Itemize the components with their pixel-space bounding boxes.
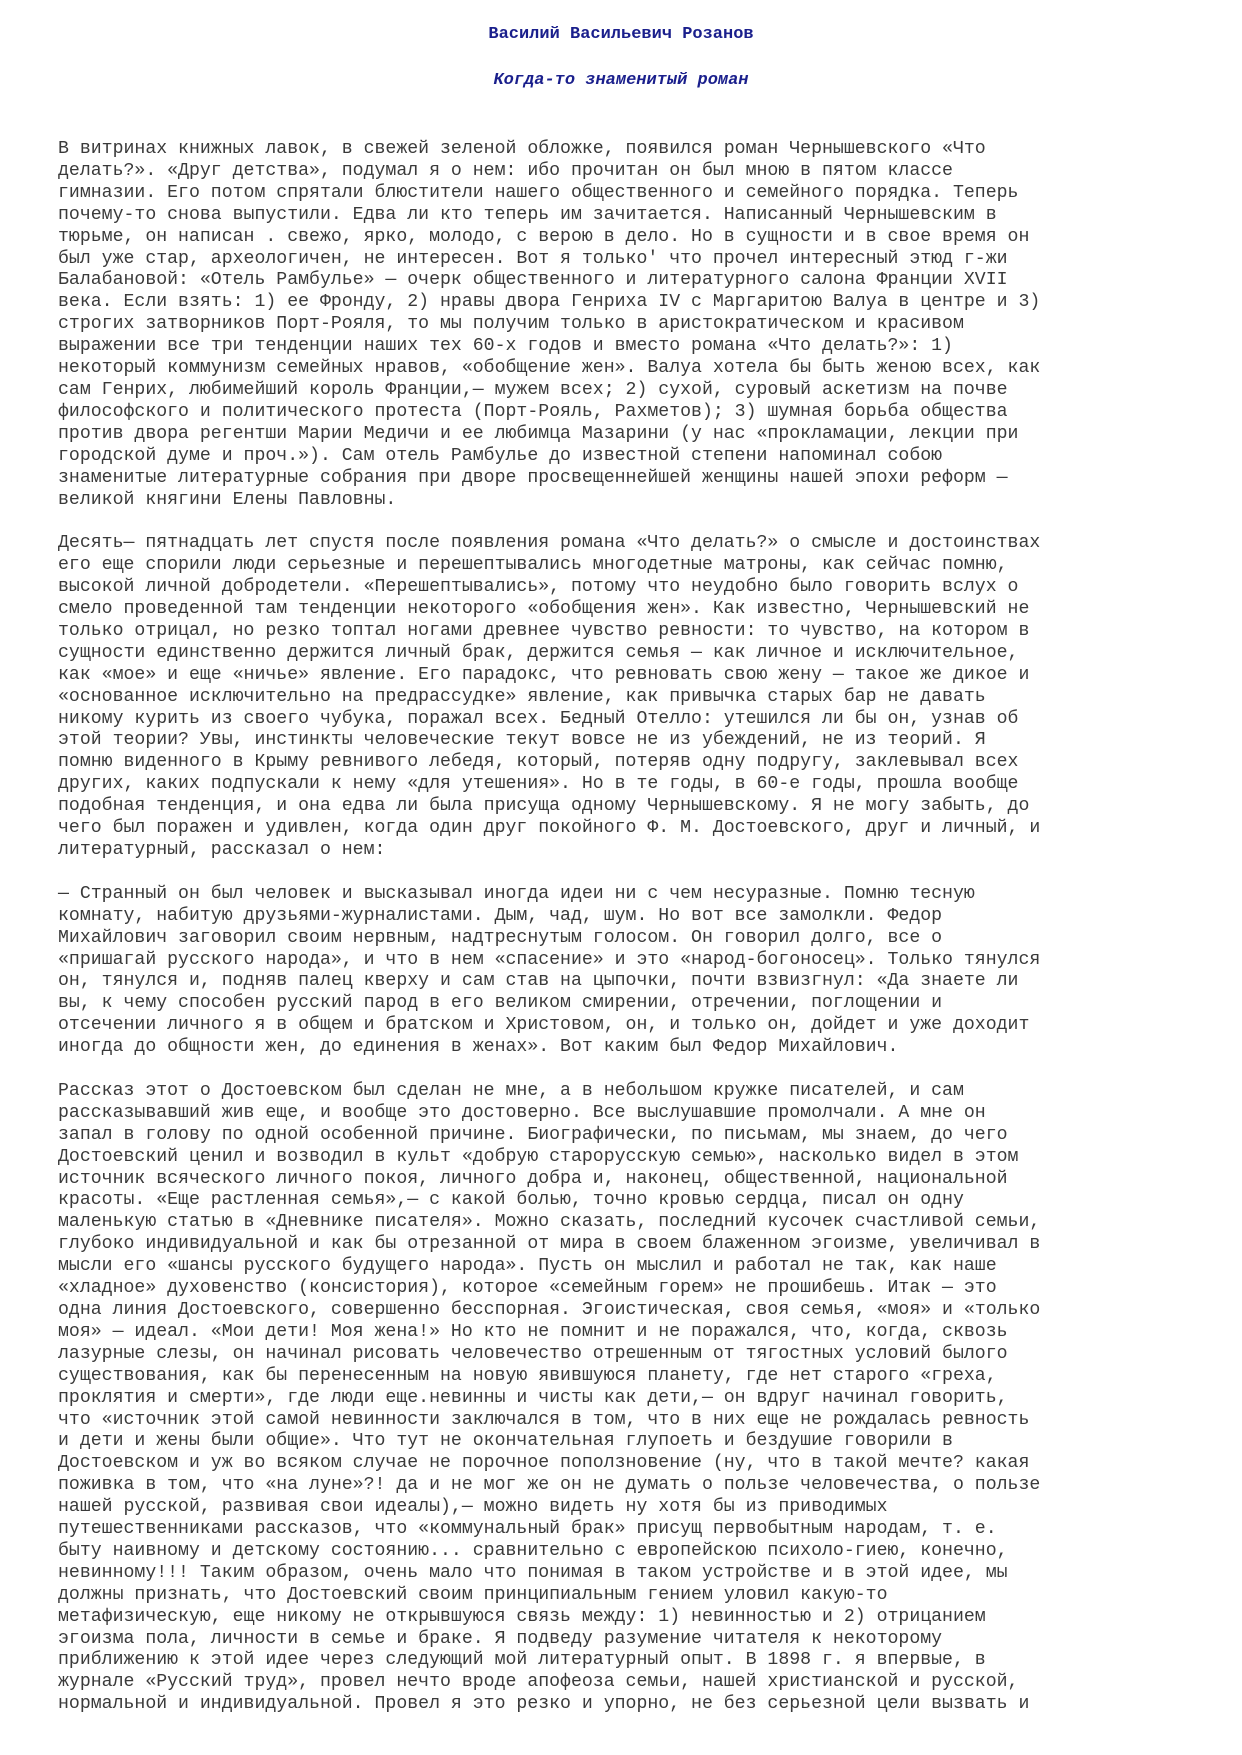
text-line: проклятия и смерти», где люди еще.невинны и чисты как дети,— он вдруг начинал говорить,	[58, 1387, 1008, 1408]
text-line: источник всяческого личного покоя, личного добра и, наконец, общественной, национальной	[58, 1168, 1008, 1189]
text-line: отсечении личного я в общем и братском и Христовом, он, и только он, дойдет и уже доходит	[58, 1015, 1030, 1036]
author-name: Василий Васильевич Розанов	[488, 25, 754, 44]
text-line: городской думе и проч.»). Сам отель Рамбулье до известной степени напоминал собою	[58, 445, 943, 466]
text-line: вы, к чему способен русский парод в его великом смирении, отречении, поглощении и	[58, 993, 943, 1014]
text-line: приближению к этой идее через следующий мой литературный опыт. В 1898 г. я впервые, в	[58, 1650, 986, 1671]
text-line: «основанное исключительно на предрассудке» явление, как привычка старых бар не давать	[58, 686, 986, 707]
text-line: века. Если взять: 1) ее Фронду, 2) нравы двора Генриха IV с Маргаритою Валуа в центре и 3)	[58, 292, 1041, 313]
text-line: нашей русской, развивая свои идеалы),— можно видеть ну хотя бы из приводимых	[58, 1497, 888, 1518]
text-line: одна линия Достоевского, совершенно бесспорная. Эгоистическая, своя семья, «моя» и «только	[58, 1299, 1041, 1320]
text-line: литературный, рассказал о нем:	[58, 839, 386, 860]
text-line: Балабановой: «Отель Рамбулье» — очерк общественного и литературного салона Франции XVII	[58, 270, 1008, 291]
paragraph	[58, 139, 1198, 511]
text-line: и дети и жены были общие». Что тут не окончательная глупоеть и бездушие говорили в	[58, 1431, 953, 1452]
text-line: сущности единственно держится личный брак, держится семья — как личное и исключительное,	[58, 642, 1019, 663]
text-line: некоторый коммунизм семейных нравов, «обобщение жен». Валуа хотела бы быть женою всех, как	[58, 358, 1041, 379]
text-line: Достоевский ценил и возводил в культ «добрую старорусскую семью», насколько видел в этом	[58, 1146, 1019, 1167]
text-line: поживка в том, что «на луне»?! да и не мог же он не думать о пользе человечества, о пользе	[58, 1475, 1041, 1496]
text-line: быту наивному и детскому состоянию... сравнительно с европейскою психоло-гиею, конечно,	[58, 1540, 1008, 1561]
text-line: существования, как бы перенесенным на новую явившуюся планету, где нет старого «греха,	[58, 1365, 997, 1386]
text-body	[58, 139, 1198, 1738]
text-line: мысли его «шансы русского будущего народа». Пусть он мыслил и работал не так, как наше	[58, 1256, 997, 1277]
text-line: журнале «Русский труд», провел нечто вроде апофеоза семьи, нашей христианской и русской,	[58, 1672, 1019, 1693]
text-line: «хладное» духовенство (консистория), которое «семейным горем» не прошибешь. Итак — это	[58, 1278, 997, 1299]
paragraph	[58, 1081, 1198, 1716]
text-line: Достоевском и уж во всяком случае не порочное поползновение (ну, что в такой мечте? какая	[58, 1453, 1030, 1474]
text-line: высокой личной добродетели. «Перешептывались», потому что неудобно было говорить вслух о	[58, 577, 1019, 598]
text-line: других, каких подпускали к нему «для утешения». Но в те годы, в 60-е годы, прошла вообще	[58, 774, 1019, 795]
text-line: иногда до общности жен, до единения в женах». Вот каким был Федор Михайлович.	[58, 1037, 899, 1058]
text-line: Михайлович заговорил своим нервным, надтреснутым голосом. Он говорил долго, все о	[58, 927, 943, 948]
document-title: Когда-то знаменитый роман	[493, 71, 749, 90]
text-line: «пришагай русского народа», и что в нем «спасение» и это «народ-богоносец». Только тянулся	[58, 949, 1041, 970]
text-line: великой княгини Елены Павловны.	[58, 489, 397, 510]
paragraph	[58, 533, 1198, 862]
text-line: комнату, набитую друзьями-журналистами. Дым, чад, шум. Но вот все замолкли. Федор	[58, 905, 943, 926]
text-line: чего был поражен и удивлен, когда один друг покойного Ф. М. Достоевского, друг и личный, и	[58, 818, 1041, 839]
text-line: красоты. «Еще растленная семья»,— с какой болью, точно кровью сердца, писал он одну	[58, 1190, 964, 1211]
text-line: подобная тенденция, и она едва ли была присуща одному Чернышевскому. Я не могу забыть, до	[58, 796, 1030, 817]
text-line: лазурные слезы, он начинал рисовать человечество отрешенным от тягостных условий былого	[58, 1343, 1008, 1364]
text-line: запал в голову по одной особенной причине. Биографически, по письмам, мы знаем, до чего	[58, 1124, 1008, 1145]
text-line: метафизическую, еще никому не открывшуюся связь между: 1) невинностью и 2) отрицанием	[58, 1606, 986, 1627]
text-line: глубоко индивидуальной и как бы отрезанной от мира в своем блаженном эгоизме, увеличивал в	[58, 1234, 1041, 1255]
text-line: должны признать, что Достоевский своим принципиальным гением уловил какую-то	[58, 1584, 888, 1605]
text-line: против двора регентши Марии Медичи и ее любимца Мазарини (у нас «прокламации, лекции при	[58, 423, 1019, 444]
text-line: рассказывавший жив еще, и вообще это достоверно. Все выслушавшие промолчали. А мне он	[58, 1102, 986, 1123]
text-line: строгих затворников Порт-Рояля, то мы получим только в аристократическом и красивом	[58, 314, 964, 335]
text-line: смело проведенной там тенденции некоторого «обобщения жен». Как известно, Чернышевский не	[58, 599, 1030, 620]
text-line: нормальной и индивидуальной. Провел я это резко и упорно, не без серьезной цели вызвать и	[58, 1694, 1030, 1715]
text-line: что «источник этой самой невинности заключался в том, что в них еще не рождалась ревность	[58, 1409, 1030, 1430]
text-line: никому курить из своего чубука, поражал всех. Бедный Отелло: утешился ли бы он, узнав об	[58, 708, 1019, 729]
text-line: путешественниками рассказов, что «коммунальный брак» присущ первобытным народам, т. е.	[58, 1519, 997, 1540]
text-line: философского и политического протеста (Порт-Рояль, Рахметов); 3) шумная борьба общества	[58, 401, 1008, 422]
text-line: — Странный он был человек и высказывал иногда идеи ни с чем несуразные. Помню тесную	[58, 883, 975, 904]
text-line: гимназии. Его потом спрятали блюстители нашего общественного и семейного порядка. Теперь	[58, 182, 1019, 203]
text-line: сам Генрих, любимейший король Франции,— мужем всех; 2) сухой, суровый аскетизм на почве	[58, 379, 1008, 400]
text-line: Десять— пятнадцать лет спустя после появления романа «Что делать?» о смысле и достоинствах	[58, 533, 1041, 554]
text-line: делать?». «Друг детства», подумал я о нем: ибо прочитан он был мною в пятом классе	[58, 160, 953, 181]
text-line: маленькую статью в «Дневнике писателя». Можно сказать, последний кусочек счастливой семьи,	[58, 1212, 1041, 1233]
text-line: как «мое» и еще «ничье» явление. Его парадокс, что ревновать свою жену — такое же дикое и	[58, 664, 1030, 685]
text-line: эгоизма пола, личности в семье и браке. Я подведу разумение читателя к некоторому	[58, 1628, 943, 1649]
text-line: тюрьме, он написан . свежо, ярко, молодо, с верою в дело. Но в сущности и в свое время он	[58, 226, 1030, 247]
text-line: невинному!!! Таким образом, очень мало что понимая в таком устройстве и в этой идее, мы	[58, 1562, 1008, 1583]
text-line: почему-то снова выпустили. Едва ли кто теперь им зачитается. Написанный Чернышевским в	[58, 204, 997, 225]
text-line: Рассказ этот о Достоевском был сделан не мне, а в небольшом кружке писателей, и сам	[58, 1080, 964, 1101]
text-line: моя» — идеал. «Мои дети! Моя жена!» Но кто не помнит и не поражался, что, когда, сквозь	[58, 1321, 1008, 1342]
text-line: его еще спорили люди серьезные и перешептывались многодетные матроны, как сейчас помню,	[58, 555, 1008, 576]
text-line: помню виденного в Крыму ревнивого лебедя, который, потеряв одну подругу, заклевывал всех	[58, 752, 1019, 773]
text-line: этой теории? Увы, инстинкты человеческие текут вовсе не из убеждений, не из теорий. Я	[58, 730, 986, 751]
text-line: только отрицал, но резко топтал ногами древнее чувство ревности: то чувство, на котором в	[58, 620, 1030, 641]
paragraph	[58, 884, 1198, 1059]
text-line: выражении все три тенденции наших тех 60-х годов и вместо романа «Что делать?»: 1)	[58, 336, 953, 357]
text-line: был уже стар, археологичен, не интересен. Вот я только' что прочел интересный этюд г-жи	[58, 248, 1008, 269]
text-line: В витринах книжных лавок, в свежей зеленой обложке, появился роман Чернышевского «Что	[58, 139, 986, 159]
text-line: знаменитые литературные собрания при дворе просвещеннейшей женщины нашей эпохи реформ —	[58, 467, 1008, 488]
text-line: он, тянулся и, подняв палец кверху и сам став на цыпочки, почти взвизгнул: «Да знаете ли	[58, 971, 1019, 992]
